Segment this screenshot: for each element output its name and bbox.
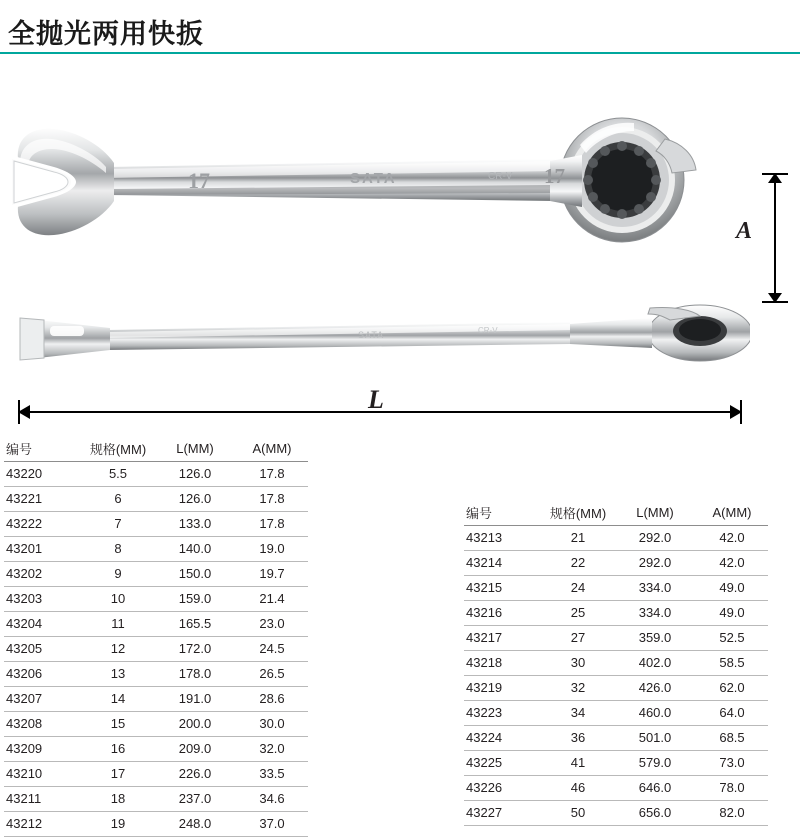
- table-row: [4, 461, 308, 486]
- cell-a: 19.0: [236, 536, 308, 561]
- cell-length: 126.0: [154, 486, 236, 511]
- cell-size: 27: [542, 625, 614, 650]
- cell-a: 52.5: [696, 625, 768, 650]
- spec-table-left: [4, 436, 308, 837]
- table-row: [464, 575, 768, 600]
- cell-size: 19: [82, 811, 154, 836]
- cell-code: 43225: [464, 750, 542, 775]
- cell-size: 12: [82, 636, 154, 661]
- cell-code: 43227: [464, 800, 542, 825]
- cell-a: 78.0: [696, 775, 768, 800]
- table-row: [464, 525, 768, 550]
- cell-size: 8: [82, 536, 154, 561]
- spec-table-left-body: [4, 461, 308, 836]
- cell-size: 30: [542, 650, 614, 675]
- cell-size: 25: [542, 600, 614, 625]
- cell-a: 32.0: [236, 736, 308, 761]
- cell-size: 18: [82, 786, 154, 811]
- cell-code: 43224: [464, 725, 542, 750]
- table-row: [4, 786, 308, 811]
- cell-code: 43217: [464, 625, 542, 650]
- cell-code: 43208: [4, 711, 82, 736]
- table-row: [4, 661, 308, 686]
- cell-length: 292.0: [614, 525, 696, 550]
- cell-size: 50: [542, 800, 614, 825]
- cell-length: 165.5: [154, 611, 236, 636]
- cell-code: 43222: [4, 511, 82, 536]
- cell-code: 43215: [464, 575, 542, 600]
- cell-length: 460.0: [614, 700, 696, 725]
- page-title: 全抛光两用快扳: [8, 19, 204, 49]
- cell-code: 43210: [4, 761, 82, 786]
- cell-a: 30.0: [236, 711, 308, 736]
- cell-length: 150.0: [154, 561, 236, 586]
- cell-length: 226.0: [154, 761, 236, 786]
- cell-code: 43207: [4, 686, 82, 711]
- cell-length: 133.0: [154, 511, 236, 536]
- cell-size: 17: [82, 761, 154, 786]
- cell-length: 646.0: [614, 775, 696, 800]
- stamp-brand: SATA: [350, 170, 397, 187]
- cell-length: 292.0: [614, 550, 696, 575]
- cell-length: 237.0: [154, 786, 236, 811]
- cell-length: 359.0: [614, 625, 696, 650]
- table-row: [4, 811, 308, 836]
- table-header-row: [464, 500, 768, 525]
- cell-size: 14: [82, 686, 154, 711]
- stamp-size-right: 17: [544, 164, 565, 188]
- column-header-a: A(MM): [696, 500, 768, 525]
- table-row: [464, 650, 768, 675]
- cell-a: 34.6: [236, 786, 308, 811]
- cell-a: 23.0: [236, 611, 308, 636]
- column-header-length: L(MM): [154, 436, 236, 461]
- cell-code: 43220: [4, 461, 82, 486]
- table-row: [464, 800, 768, 825]
- cell-a: 28.6: [236, 686, 308, 711]
- header-divider: [0, 52, 800, 54]
- cell-code: 43219: [464, 675, 542, 700]
- cell-code: 43218: [464, 650, 542, 675]
- cell-code: 43214: [464, 550, 542, 575]
- stamp-brand-side: SATA: [358, 330, 385, 340]
- table-row: [4, 636, 308, 661]
- cell-length: 426.0: [614, 675, 696, 700]
- cell-length: 140.0: [154, 536, 236, 561]
- cell-length: 191.0: [154, 686, 236, 711]
- cell-a: 37.0: [236, 811, 308, 836]
- cell-length: 178.0: [154, 661, 236, 686]
- cell-length: 656.0: [614, 800, 696, 825]
- cell-code: 43223: [464, 700, 542, 725]
- cell-length: 248.0: [154, 811, 236, 836]
- cell-length: 501.0: [614, 725, 696, 750]
- cell-length: 172.0: [154, 636, 236, 661]
- cell-length: 334.0: [614, 600, 696, 625]
- cell-size: 13: [82, 661, 154, 686]
- cell-size: 15: [82, 711, 154, 736]
- table-row: [4, 761, 308, 786]
- table-row: [4, 486, 308, 511]
- cell-a: 68.5: [696, 725, 768, 750]
- cell-a: 17.8: [236, 461, 308, 486]
- cell-a: 17.8: [236, 511, 308, 536]
- cell-size: 34: [542, 700, 614, 725]
- cell-size: 9: [82, 561, 154, 586]
- cell-size: 6: [82, 486, 154, 511]
- cell-code: 43209: [4, 736, 82, 761]
- column-header-code: 编号: [464, 500, 542, 525]
- cell-size: 5.5: [82, 461, 154, 486]
- cell-length: 334.0: [614, 575, 696, 600]
- table-row: [464, 600, 768, 625]
- column-header-length: L(MM): [614, 500, 696, 525]
- table-row: [464, 625, 768, 650]
- table-row: [4, 711, 308, 736]
- product-illustration: [0, 55, 800, 430]
- dimension-a-label: A: [736, 218, 753, 244]
- cell-code: 43221: [4, 486, 82, 511]
- cell-code: 43211: [4, 786, 82, 811]
- spec-table-right-body: [464, 525, 768, 825]
- table-row: [4, 586, 308, 611]
- cell-a: 17.8: [236, 486, 308, 511]
- table-row: [4, 561, 308, 586]
- stamp-mark: CR-V: [488, 171, 513, 182]
- cell-length: 200.0: [154, 711, 236, 736]
- column-header-a: A(MM): [236, 436, 308, 461]
- cell-length: 126.0: [154, 461, 236, 486]
- cell-size: 21: [542, 525, 614, 550]
- table-row: [464, 750, 768, 775]
- column-header-code: 编号: [4, 436, 82, 461]
- cell-code: 43226: [464, 775, 542, 800]
- dimension-l-label: L: [368, 385, 384, 414]
- table-row: [464, 775, 768, 800]
- cell-a: 82.0: [696, 800, 768, 825]
- cell-a: 19.7: [236, 561, 308, 586]
- table-row: [4, 611, 308, 636]
- table-row: [464, 700, 768, 725]
- cell-a: 21.4: [236, 586, 308, 611]
- table-row: [4, 686, 308, 711]
- stamp-mark-side: CR-V: [478, 326, 498, 335]
- table-row: [464, 550, 768, 575]
- cell-size: 22: [542, 550, 614, 575]
- wrench-front-view-image: [10, 115, 753, 250]
- cell-code: 43205: [4, 636, 82, 661]
- cell-size: 46: [542, 775, 614, 800]
- cell-a: 49.0: [696, 575, 768, 600]
- cell-code: 43202: [4, 561, 82, 586]
- table-row: [464, 725, 768, 750]
- cell-size: 41: [542, 750, 614, 775]
- cell-a: 33.5: [236, 761, 308, 786]
- column-header-size: 规格(MM): [542, 500, 614, 525]
- cell-code: 43213: [464, 525, 542, 550]
- cell-length: 159.0: [154, 586, 236, 611]
- table-header-row: [4, 436, 308, 461]
- page-header: [0, 0, 800, 55]
- cell-a: 62.0: [696, 675, 768, 700]
- table-row: [4, 536, 308, 561]
- table-row: [4, 511, 308, 536]
- cell-code: 43203: [4, 586, 82, 611]
- cell-a: 64.0: [696, 700, 768, 725]
- cell-length: 209.0: [154, 736, 236, 761]
- cell-code: 43216: [464, 600, 542, 625]
- spec-table-right: [464, 500, 768, 826]
- cell-size: 32: [542, 675, 614, 700]
- cell-size: 36: [542, 725, 614, 750]
- dimension-a-marker: [762, 173, 788, 303]
- stamp-size-left: 17: [188, 168, 210, 193]
- cell-code: 43212: [4, 811, 82, 836]
- cell-a: 26.5: [236, 661, 308, 686]
- cell-a: 58.5: [696, 650, 768, 675]
- table-row: [464, 675, 768, 700]
- cell-length: 579.0: [614, 750, 696, 775]
- cell-length: 402.0: [614, 650, 696, 675]
- cell-size: 7: [82, 511, 154, 536]
- cell-size: 24: [542, 575, 614, 600]
- cell-a: 42.0: [696, 550, 768, 575]
- wrench-side-view-image: [10, 300, 750, 380]
- cell-a: 49.0: [696, 600, 768, 625]
- table-row: [4, 736, 308, 761]
- column-header-size: 规格(MM): [82, 436, 154, 461]
- cell-a: 42.0: [696, 525, 768, 550]
- cell-size: 16: [82, 736, 154, 761]
- cell-code: 43206: [4, 661, 82, 686]
- cell-a: 73.0: [696, 750, 768, 775]
- cell-size: 11: [82, 611, 154, 636]
- cell-code: 43201: [4, 536, 82, 561]
- cell-code: 43204: [4, 611, 82, 636]
- cell-size: 10: [82, 586, 154, 611]
- cell-a: 24.5: [236, 636, 308, 661]
